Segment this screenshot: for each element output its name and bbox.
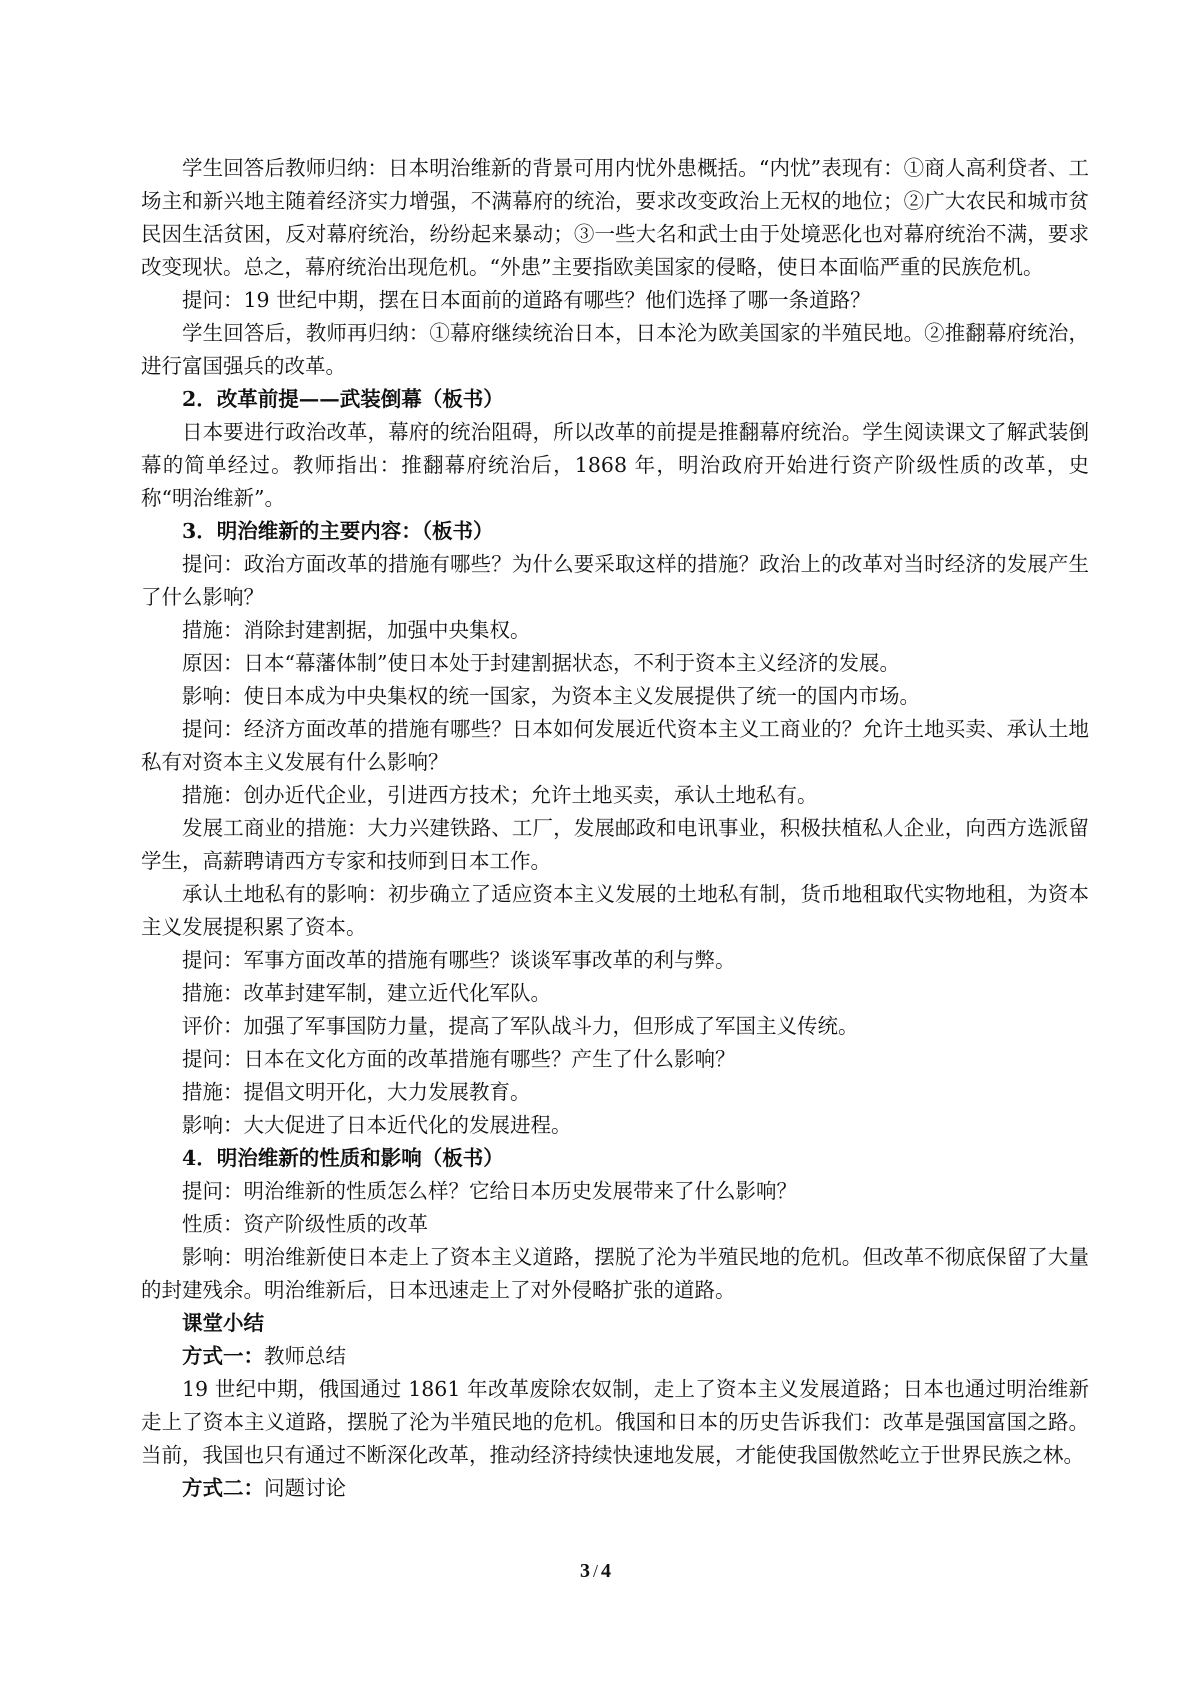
paragraph-land-ownership-impact: 承认土地私有的影响：初步确立了适应资本主义发展的土地私有制，货币地租取代实物地租，为资本主义发展提积累了资本。 <box>141 882 1089 939</box>
paragraph-nature: 性质：资产阶级性质的改革 <box>182 1212 428 1236</box>
paragraph-nature-impact: 影响：明治维新使日本走上了资本主义道路，摆脱了沦为半殖民地的危机。但改革不彻底保留了大量的封建残余。明治维新后，日本迅速走上了对外侵略扩张的道路。 <box>141 1245 1089 1302</box>
total-pages-number: 4 <box>601 1560 611 1582</box>
section-heading-2: 2．改革前提——武装倒幕（板书） <box>182 387 504 411</box>
paragraph-background-summary: 学生回答后教师归纳：日本明治维新的背景可用内忧外患概括。“内忧”表现有：①商人高利贷者、工场主和新兴地主随着经济实力增强，不满幕府的统治，要求改变政治上无权的地位；②广大农民和城市贫民因生活贫困，反对幕府统治，纷纷起来暴动；③一些大名和武士由于处境恶化也对幕府统治不满，要求改变现状。总之，幕府统治出现危机。“外患”主要指欧美国家的侵略，使日本面临严重的民族危机。 <box>141 156 1089 279</box>
method-two-label: 方式二： <box>182 1476 264 1500</box>
paragraph-economy-measures: 措施：创办近代企业，引进西方技术；允许土地买卖，承认土地私有。 <box>182 783 818 807</box>
paragraph-question-nature: 提问：明治维新的性质怎么样？它给日本历史发展带来了什么影响？ <box>182 1179 797 1203</box>
paragraph-culture-impact: 影响：大大促进了日本近代化的发展进程。 <box>182 1113 572 1137</box>
paragraph-military-measures: 措施：改革封建军制，建立近代化军队。 <box>182 981 551 1005</box>
paragraph-question-culture: 提问：日本在文化方面的改革措施有哪些？产生了什么影响？ <box>182 1047 736 1071</box>
method-two-text: 问题讨论 <box>264 1476 346 1500</box>
paragraph-question-military: 提问：军事方面改革的措施有哪些？谈谈军事改革的利与弊。 <box>182 948 736 972</box>
paragraph-question-paths: 提问：19 世纪中期，摆在日本面前的道路有哪些？他们选择了哪一条道路？ <box>182 288 871 312</box>
page-number <box>0 1560 1191 1583</box>
paragraph-question-politics: 提问：政治方面改革的措施有哪些？为什么要采取这样的措施？政治上的改革对当时经济的发展产生了什么影响？ <box>141 552 1089 609</box>
method-one-text: 教师总结 <box>264 1344 346 1368</box>
section-heading-summary: 课堂小结 <box>182 1311 264 1335</box>
paragraph-teacher-summary: 学生回答后，教师再归纳：①幕府继续统治日本，日本沦为欧美国家的半殖民地。②推翻幕府统治，进行富国强兵的改革。 <box>141 321 1089 378</box>
paragraph-teacher-conclusion: 19 世纪中期，俄国通过 1861 年改革废除农奴制，走上了资本主义发展道路；日本也通过明治维新走上了资本主义道路，摆脱了沦为半殖民地的危机。俄国和日本的历史告诉我们：改革是强国富国之路。当前，我国也只有通过不断深化改革，推动经济持续快速地发展，才能使我国傲然屹立于世界民族之林。 <box>141 1377 1089 1467</box>
page-body <box>141 152 1089 1505</box>
method-one-label: 方式一： <box>182 1344 264 1368</box>
paragraph-method-one <box>141 1340 1089 1373</box>
paragraph-politics-reason: 原因：日本“幕藩体制”使日本处于封建割据状态，不利于资本主义经济的发展。 <box>182 651 900 675</box>
paragraph-military-evaluation: 评价：加强了军事国防力量，提高了军队战斗力，但形成了军国主义传统。 <box>182 1014 859 1038</box>
paragraph-industry-measures: 发展工商业的措施：大力兴建铁路、工厂，发展邮政和电讯事业，积极扶植私人企业，向西方选派留学生，高薪聘请西方专家和技师到日本工作。 <box>141 816 1089 873</box>
paragraph-culture-measures: 措施：提倡文明开化，大力发展教育。 <box>182 1080 531 1104</box>
paragraph-overthrow-shogunate: 日本要进行政治改革，幕府的统治阻碍，所以改革的前提是推翻幕府统治。学生阅读课文了解武装倒幕的简单经过。教师指出：推翻幕府统治后，1868 年，明治政府开始进行资产阶级性质的改革，史称“明治维新”。 <box>141 420 1089 510</box>
paragraph-question-economy: 提问：经济方面改革的措施有哪些？日本如何发展近代资本主义工商业的？允许土地买卖、承认土地私有对资本主义发展有什么影响？ <box>141 717 1089 774</box>
page-number-separator: / <box>592 1561 598 1581</box>
paragraph-politics-impact: 影响：使日本成为中央集权的统一国家，为资本主义发展提供了统一的国内市场。 <box>182 684 920 708</box>
current-page-number: 3 <box>579 1560 590 1582</box>
section-heading-4: 4．明治维新的性质和影响（板书） <box>182 1146 504 1170</box>
paragraph-method-two <box>141 1472 1089 1505</box>
paragraph-politics-measures: 措施：消除封建割据，加强中央集权。 <box>182 618 531 642</box>
section-heading-3: 3．明治维新的主要内容：（板书） <box>182 519 494 543</box>
